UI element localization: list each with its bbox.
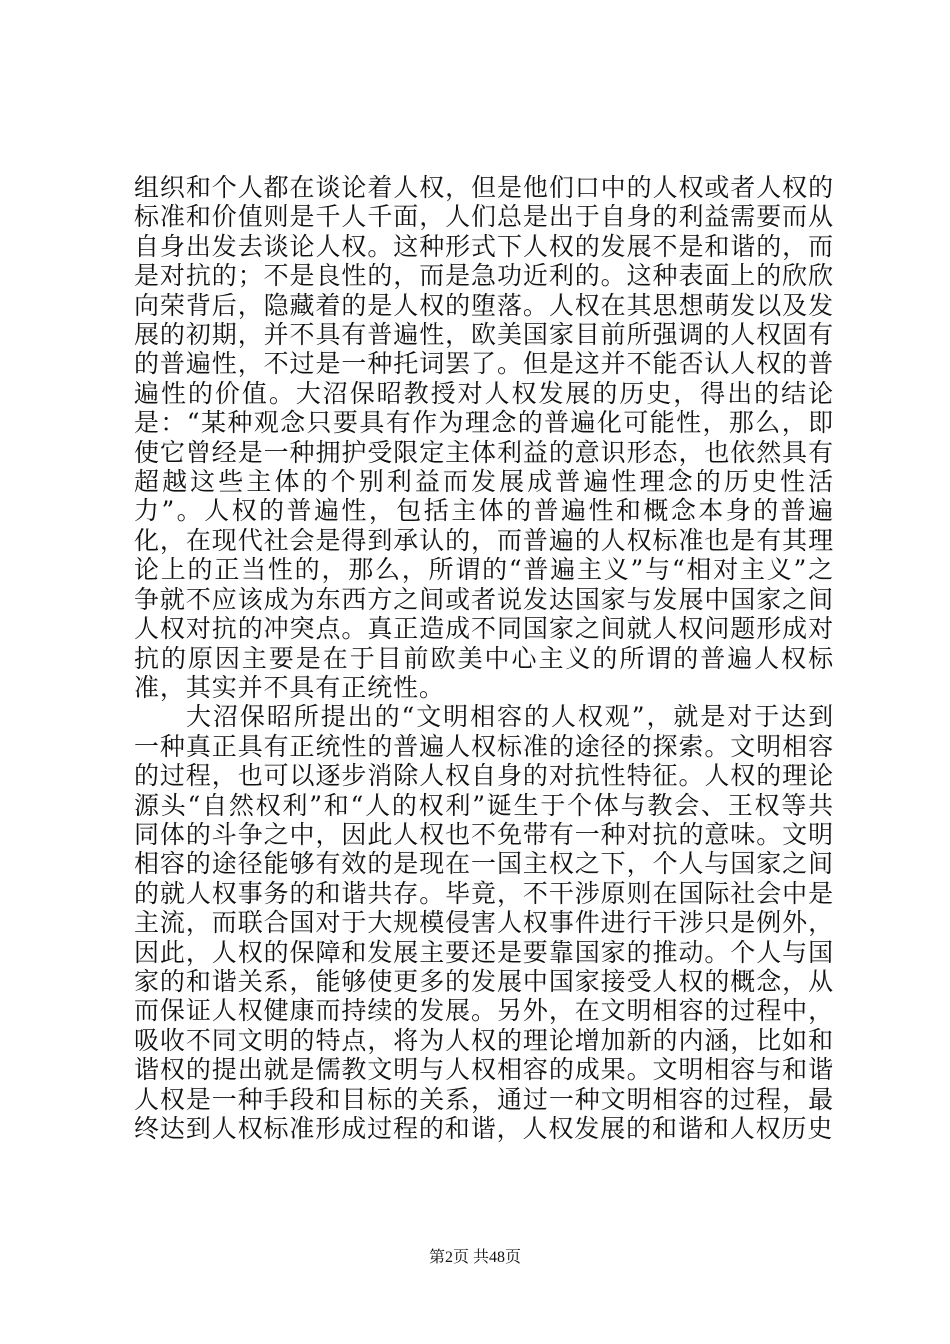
paragraph-1: 组织和个人都在谈论着人权，但是他们口中的人权或者人权的标准和价值则是千人千面，人们总是出于自身的利益需要而从自身出发去谈论人权。这种形式下人权的发展不是和谐的，而是对抗的；不是良性的，而是急功近利的。这种表面上的欣欣向荣背后，隐藏着的是人权的堕落。人权在其思想萌发以及发展的初期，并不具有普遍性，欧美国家目前所强调的人权固有的普遍性，不过是一种托词罢了。但是这并不能否认人权的普遍性的价值。大沼保昭教授对人权发展的历史，得出的结论是：“某种观念只要具有作为理念的普遍化可能性，那么，即使它曾经是一种拥护受限定主体利益的意识形态，也依然具有超越这些主体的个别利益而发展成普遍性理念的历史性活力”。人权的普遍性，包括主体的普遍性和概念本身的普遍化，在现代社会是得到承认的，而普遍的人权标准也是有其理论上的正当性的，那么，所谓的“普遍主义”与“相对主义”之争就不应该成为东西方之间或者说发达国家与发展中国家之间人权对抗的冲突点。真正造成不同国家之间就人权问题形成对抗的原因主要是在于目前欧美中心主义的所谓的普遍人权标准，其实并不具有正统性。 <box>134 173 834 702</box>
page-footer: 第2页 共48页 <box>428 1249 521 1266</box>
document-body <box>134 173 834 1143</box>
paragraph-2: 大沼保昭所提出的“文明相容的人权观”，就是对于达到一种真正具有正统性的普遍人权标准的途径的探索。文明相容的过程，也可以逐步消除人权自身的对抗性特征。人权的理论源头“自然权利”和“人的权利”诞生于个体与教会、王权等共同体的斗争之中，因此人权也不免带有一种对抗的意味。文明相容的途径能够有效的是现在一国主权之下，个人与国家之间的就人权事务的和谐共存。毕竟，不干涉原则在国际社会中是主流，而联合国对于大规模侵害人权事件进行干涉只是例外，因此，人权的保障和发展主要还是要靠国家的推动。个人与国家的和谐关系，能够使更多的发展中国家接受人权的概念，从而保证人权健康而持续的发展。另外，在文明相容的过程中，吸收不同文明的特点，将为人权的理论增加新的内涵，比如和谐权的提出就是儒教文明与人权相容的成果。文明相容与和谐人权是一种手段和目标的关系，通过一种文明相容的过程，最终达到人权标准形成过程的和谐，人权发展的和谐和人权历史 <box>134 702 834 1143</box>
